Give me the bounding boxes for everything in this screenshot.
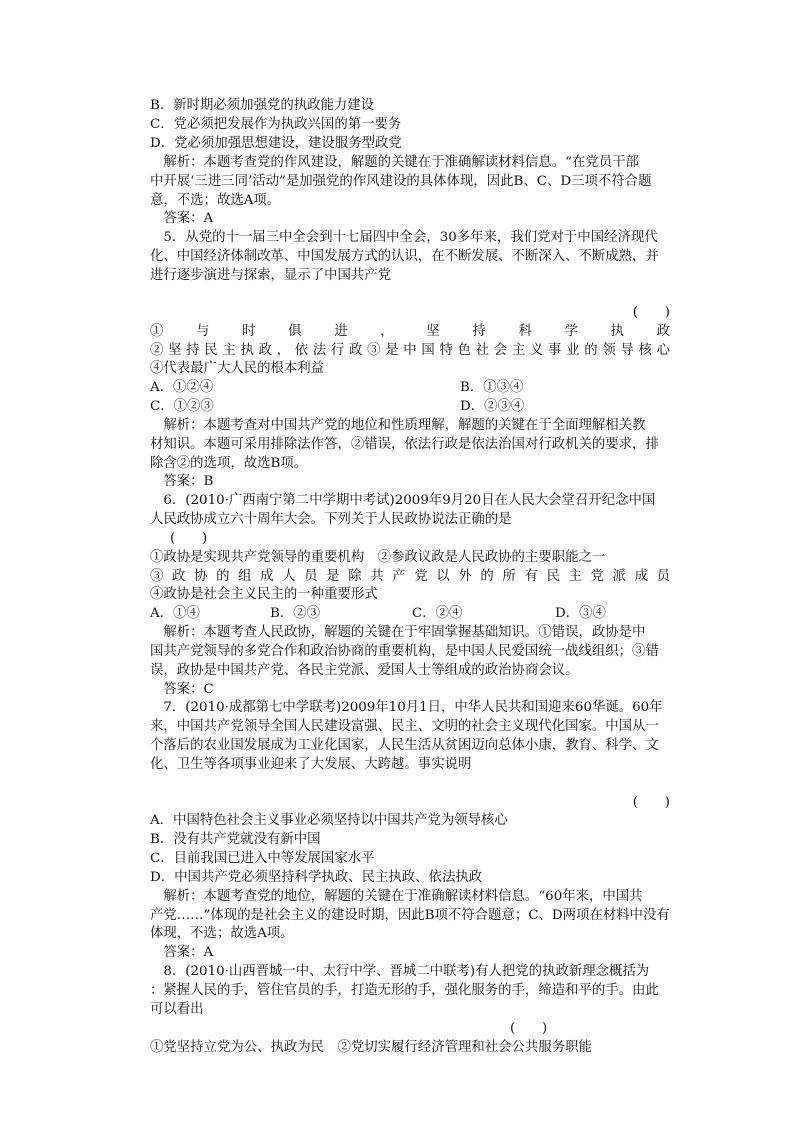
option-c-q7: C．目前我国已进入中等发展国家水平 <box>150 851 375 866</box>
question-6-line1: 6．(2010·广西南宁第二中学期中考试)2009年9月20日在人民大会堂召开纪念中国 <box>150 493 656 508</box>
option-a-q5: A．①②④ <box>150 380 214 395</box>
option-a-q7: A．中国特色社会主义事业必须坚持以中国共产党为领导核心 <box>150 813 508 828</box>
answer-bracket-q8: ( ) <box>510 1021 548 1036</box>
question-5-line3: 进行逐步演进与探索，显示了中国共产党 <box>150 268 392 283</box>
answer-q6: 答案：C <box>150 682 214 697</box>
question-8-line1: 8．(2010·山西晋城一中、太行中学、晋城二中联考)有人把党的执政新理念概括为 <box>150 964 650 979</box>
option-b-q6: B．②③ <box>270 606 321 621</box>
question-7-line2: 来，中国共产党领导全国人民建设富强、民主、文明的社会主义现代化国家。中国从一 <box>150 719 659 734</box>
answer-bracket-q6: ( ) <box>170 531 208 546</box>
answer-q7: 答案：A <box>150 945 214 960</box>
analysis-q6-line1: 解析：本题考查人民政协，解题的关键在于牢固掌握基础知识。①错误，政协是中 <box>150 625 646 640</box>
question-8-line2: ：紧握人民的手，管住官员的手，打造无形的手，强化服务的手，缔造和平的手。由此 <box>150 983 659 998</box>
analysis-q4-line1: 解析：本题考查党的作风建设，解题的关键在于准确解读材料信息。“在党员干部 <box>150 155 639 170</box>
question-5-line2: 化、中国经济体制改革、中国发展方式的认识，在不断发展、不断深入、不断成熟，并 <box>150 249 659 264</box>
analysis-q7-line3: 体现，不选；故选A项。 <box>150 926 294 941</box>
options-q6 <box>150 605 670 623</box>
question-7-line1: 7．(2010·成都第七中学联考)2009年10月1日，中华人民共和国迎来60华诞。60年 <box>150 700 663 715</box>
question-7-line3: 个落后的农业国发展成为工业化国家，人民生活从贫困迈向总体小康，教育、科学、文 <box>150 738 659 753</box>
options-ab-q5 <box>150 379 670 397</box>
question-6-line2: 人民政协成立六十周年大会。下列关于人民政协说法正确的是 <box>150 512 512 527</box>
option-c-q4: C．党必须把发展作为执政兴国的第一要务 <box>150 117 402 132</box>
analysis-q5-line1: 解析：本题考查对中国共产党的地位和性质理解，解题的关键在于全面理解相关教 <box>150 418 646 433</box>
option-b-q7: B．没有共产党就没有新中国 <box>150 832 321 847</box>
statement-4-q5: ④代表最广大人民的根本利益 <box>150 361 325 376</box>
analysis-q5-line2: 材知识。本题可采用排除法作答，②错误，依法行政是依法治国对行政机关的要求，排 <box>150 437 659 452</box>
statements-1-2-q6: ①政协是实现共产党领导的重要机构 ②参政议政是人民政协的主要职能之一 <box>150 550 606 565</box>
answer-bracket-q5: ( ) <box>632 305 670 320</box>
statements-2-3-q5: ②坚持民主执政，依法行政③是中国特色社会主义事业的领导核心 <box>150 343 670 358</box>
option-d-q5: D．②③④ <box>460 399 525 414</box>
option-c-q5: C．①②③ <box>150 399 214 414</box>
answer-q4: 答案：A <box>150 211 214 226</box>
options-cd-q5 <box>150 398 670 416</box>
analysis-q6-line3: 误，政协是中国共产党、各民主党派、爱国人士等组成的政治协商会议。 <box>150 663 579 678</box>
option-d-q4: D．党必须加强思想建设，建设服务型政党 <box>150 136 402 151</box>
answer-q5: 答案：B <box>150 474 214 489</box>
statement-1-q5: ①与时俱进，坚持科学执政 <box>150 324 670 339</box>
option-a-q6: A．①④ <box>150 606 200 621</box>
statement-3-q6: ③政协的组成人员是除共产党以外的所有民主党派成员 <box>150 569 670 584</box>
option-c-q6: C．②④ <box>412 606 463 621</box>
option-b-q5: B．①③④ <box>460 380 524 395</box>
analysis-q7-line1: 解析：本题考查党的地位，解题的关键在于准确解读材料信息。“60年来，中国共 <box>150 889 643 904</box>
answer-bracket-q7: ( ) <box>632 795 670 810</box>
question-7-line4: 化、卫生等各项事业迎来了大发展、大跨越。事实说明 <box>150 757 472 772</box>
analysis-q6-line2: 国共产党领导的多党合作和政治协商的重要机构，是中国人民爱国统一战线组织；③错 <box>150 644 659 659</box>
statements-1-2-q8: ①党坚持立党为公、执政为民 ②党切实履行经济管理和社会公共服务职能 <box>150 1040 592 1055</box>
analysis-q5-line3: 除含②的选项，故选B项。 <box>150 456 308 471</box>
question-5-line1: 5．从党的十一届三中全会到十七届四中全会，30多年来，我们党对于中国经济现代 <box>150 230 658 245</box>
question-8-line3: 可以看出 <box>150 1002 204 1017</box>
option-d-q6: D．③④ <box>555 606 606 621</box>
analysis-q4-line2: 中开展‘三进三同’活动”是加强党的作风建设的具体体现，因此B、C、D三项不符合题 <box>150 174 652 189</box>
option-b-q4: B．新时期必须加强党的执政能力建设 <box>150 98 375 113</box>
statement-4-q6: ④政协是社会主义民主的一种重要形式 <box>150 587 378 602</box>
option-d-q7: D．中国共产党必须坚持科学执政、民主执政、依法执政 <box>150 870 483 885</box>
analysis-q7-line2: 产党……”体现的是社会主义的建设时期，因此B项不符合题意；C、D两项在材料中没有 <box>150 908 670 923</box>
analysis-q4-line3: 意，不选；故选A项。 <box>150 193 281 208</box>
